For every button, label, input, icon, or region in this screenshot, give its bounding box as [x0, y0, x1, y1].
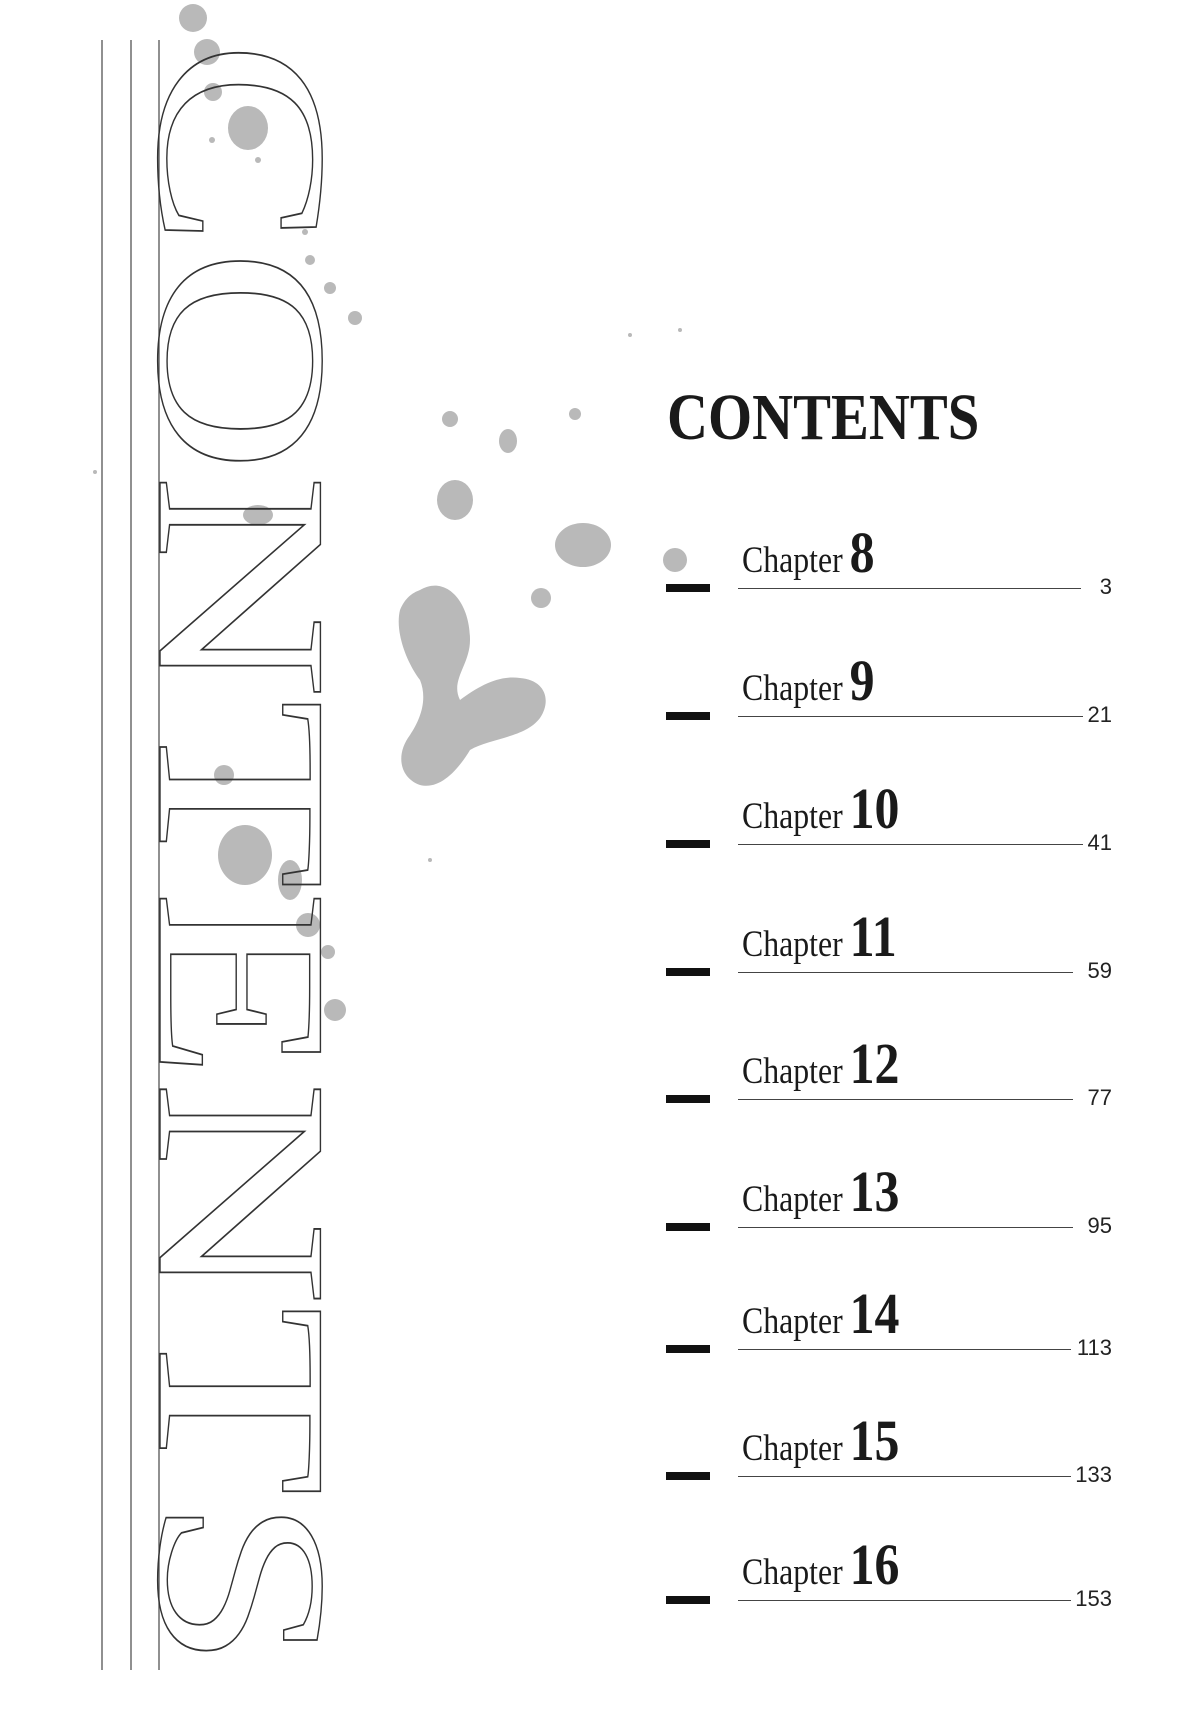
- chapter-number: 16: [849, 1532, 900, 1597]
- leader-line: [738, 1600, 1071, 1601]
- page-number: 21: [1087, 702, 1112, 727]
- leader-line: [738, 1099, 1073, 1100]
- chapter-number: 10: [849, 776, 900, 841]
- chapter-number: 11: [849, 904, 897, 969]
- bullet-bar-icon: [666, 1345, 710, 1353]
- page-number: 153: [1075, 1586, 1112, 1611]
- chapter-number: 15: [849, 1408, 900, 1473]
- toc-entry-chapter-10: [0, 756, 1200, 855]
- toc-entry-chapter-9: [0, 628, 1200, 727]
- chapter-number: 12: [849, 1031, 900, 1096]
- page-number: 113: [1076, 1335, 1112, 1360]
- chapter-word: Chapter: [742, 1051, 843, 1092]
- chapter-word: Chapter: [742, 796, 843, 837]
- page-number: 59: [1087, 958, 1112, 983]
- bullet-bar-icon: [666, 1095, 710, 1103]
- leader-line: [738, 588, 1081, 589]
- leader-line: [738, 972, 1073, 973]
- bullet-bar-icon: [666, 1223, 710, 1231]
- side-title-outline: CONTENTS: [107, 40, 378, 1320]
- page-number: 3: [1099, 574, 1112, 599]
- chapter-word: Chapter: [742, 540, 843, 581]
- chapter-label: [742, 648, 875, 713]
- chapter-word: Chapter: [742, 1179, 843, 1220]
- chapter-label: [742, 1281, 900, 1346]
- toc-entry-chapter-12: [0, 1011, 1200, 1110]
- bullet-bar-icon: [666, 584, 710, 592]
- chapter-label: [742, 1532, 900, 1597]
- toc-entry-chapter-13: [0, 1139, 1200, 1238]
- chapter-number: 9: [849, 648, 875, 713]
- chapter-word: Chapter: [742, 1552, 843, 1593]
- leader-line: [738, 716, 1083, 717]
- toc-entry-chapter-15: [0, 1388, 1200, 1487]
- chapter-label: [742, 904, 897, 969]
- chapter-label: [742, 1408, 900, 1473]
- page-number: 77: [1087, 1085, 1112, 1110]
- toc-entry-chapter-16: [0, 1512, 1200, 1611]
- bullet-bar-icon: [666, 968, 710, 976]
- leader-line: [738, 1476, 1071, 1477]
- toc-entry-chapter-14: [0, 1261, 1200, 1360]
- chapter-label: [742, 1159, 900, 1224]
- chapter-label: [742, 776, 900, 841]
- bullet-bar-icon: [666, 712, 710, 720]
- bullet-bar-icon: [666, 1596, 710, 1604]
- chapter-word: Chapter: [742, 924, 843, 965]
- leader-line: [738, 1349, 1071, 1350]
- toc-entry-chapter-11: [0, 884, 1200, 983]
- page-number: 41: [1087, 830, 1112, 855]
- chapter-label: [742, 520, 875, 585]
- chapter-word: Chapter: [742, 1428, 843, 1469]
- toc-entry-chapter-8: [0, 500, 1200, 599]
- page-number: 95: [1087, 1213, 1112, 1238]
- chapter-number: 8: [849, 520, 875, 585]
- page-title: CONTENTS: [667, 381, 980, 454]
- bullet-bar-icon: [666, 1472, 710, 1480]
- leader-line: [738, 844, 1083, 845]
- chapter-label: [742, 1031, 900, 1096]
- chapter-number: 13: [849, 1159, 900, 1224]
- leader-line: [738, 1227, 1073, 1228]
- chapter-number: 14: [849, 1281, 900, 1346]
- page-number: 133: [1075, 1462, 1112, 1487]
- chapter-word: Chapter: [742, 1301, 843, 1342]
- bullet-bar-icon: [666, 840, 710, 848]
- chapter-word: Chapter: [742, 668, 843, 709]
